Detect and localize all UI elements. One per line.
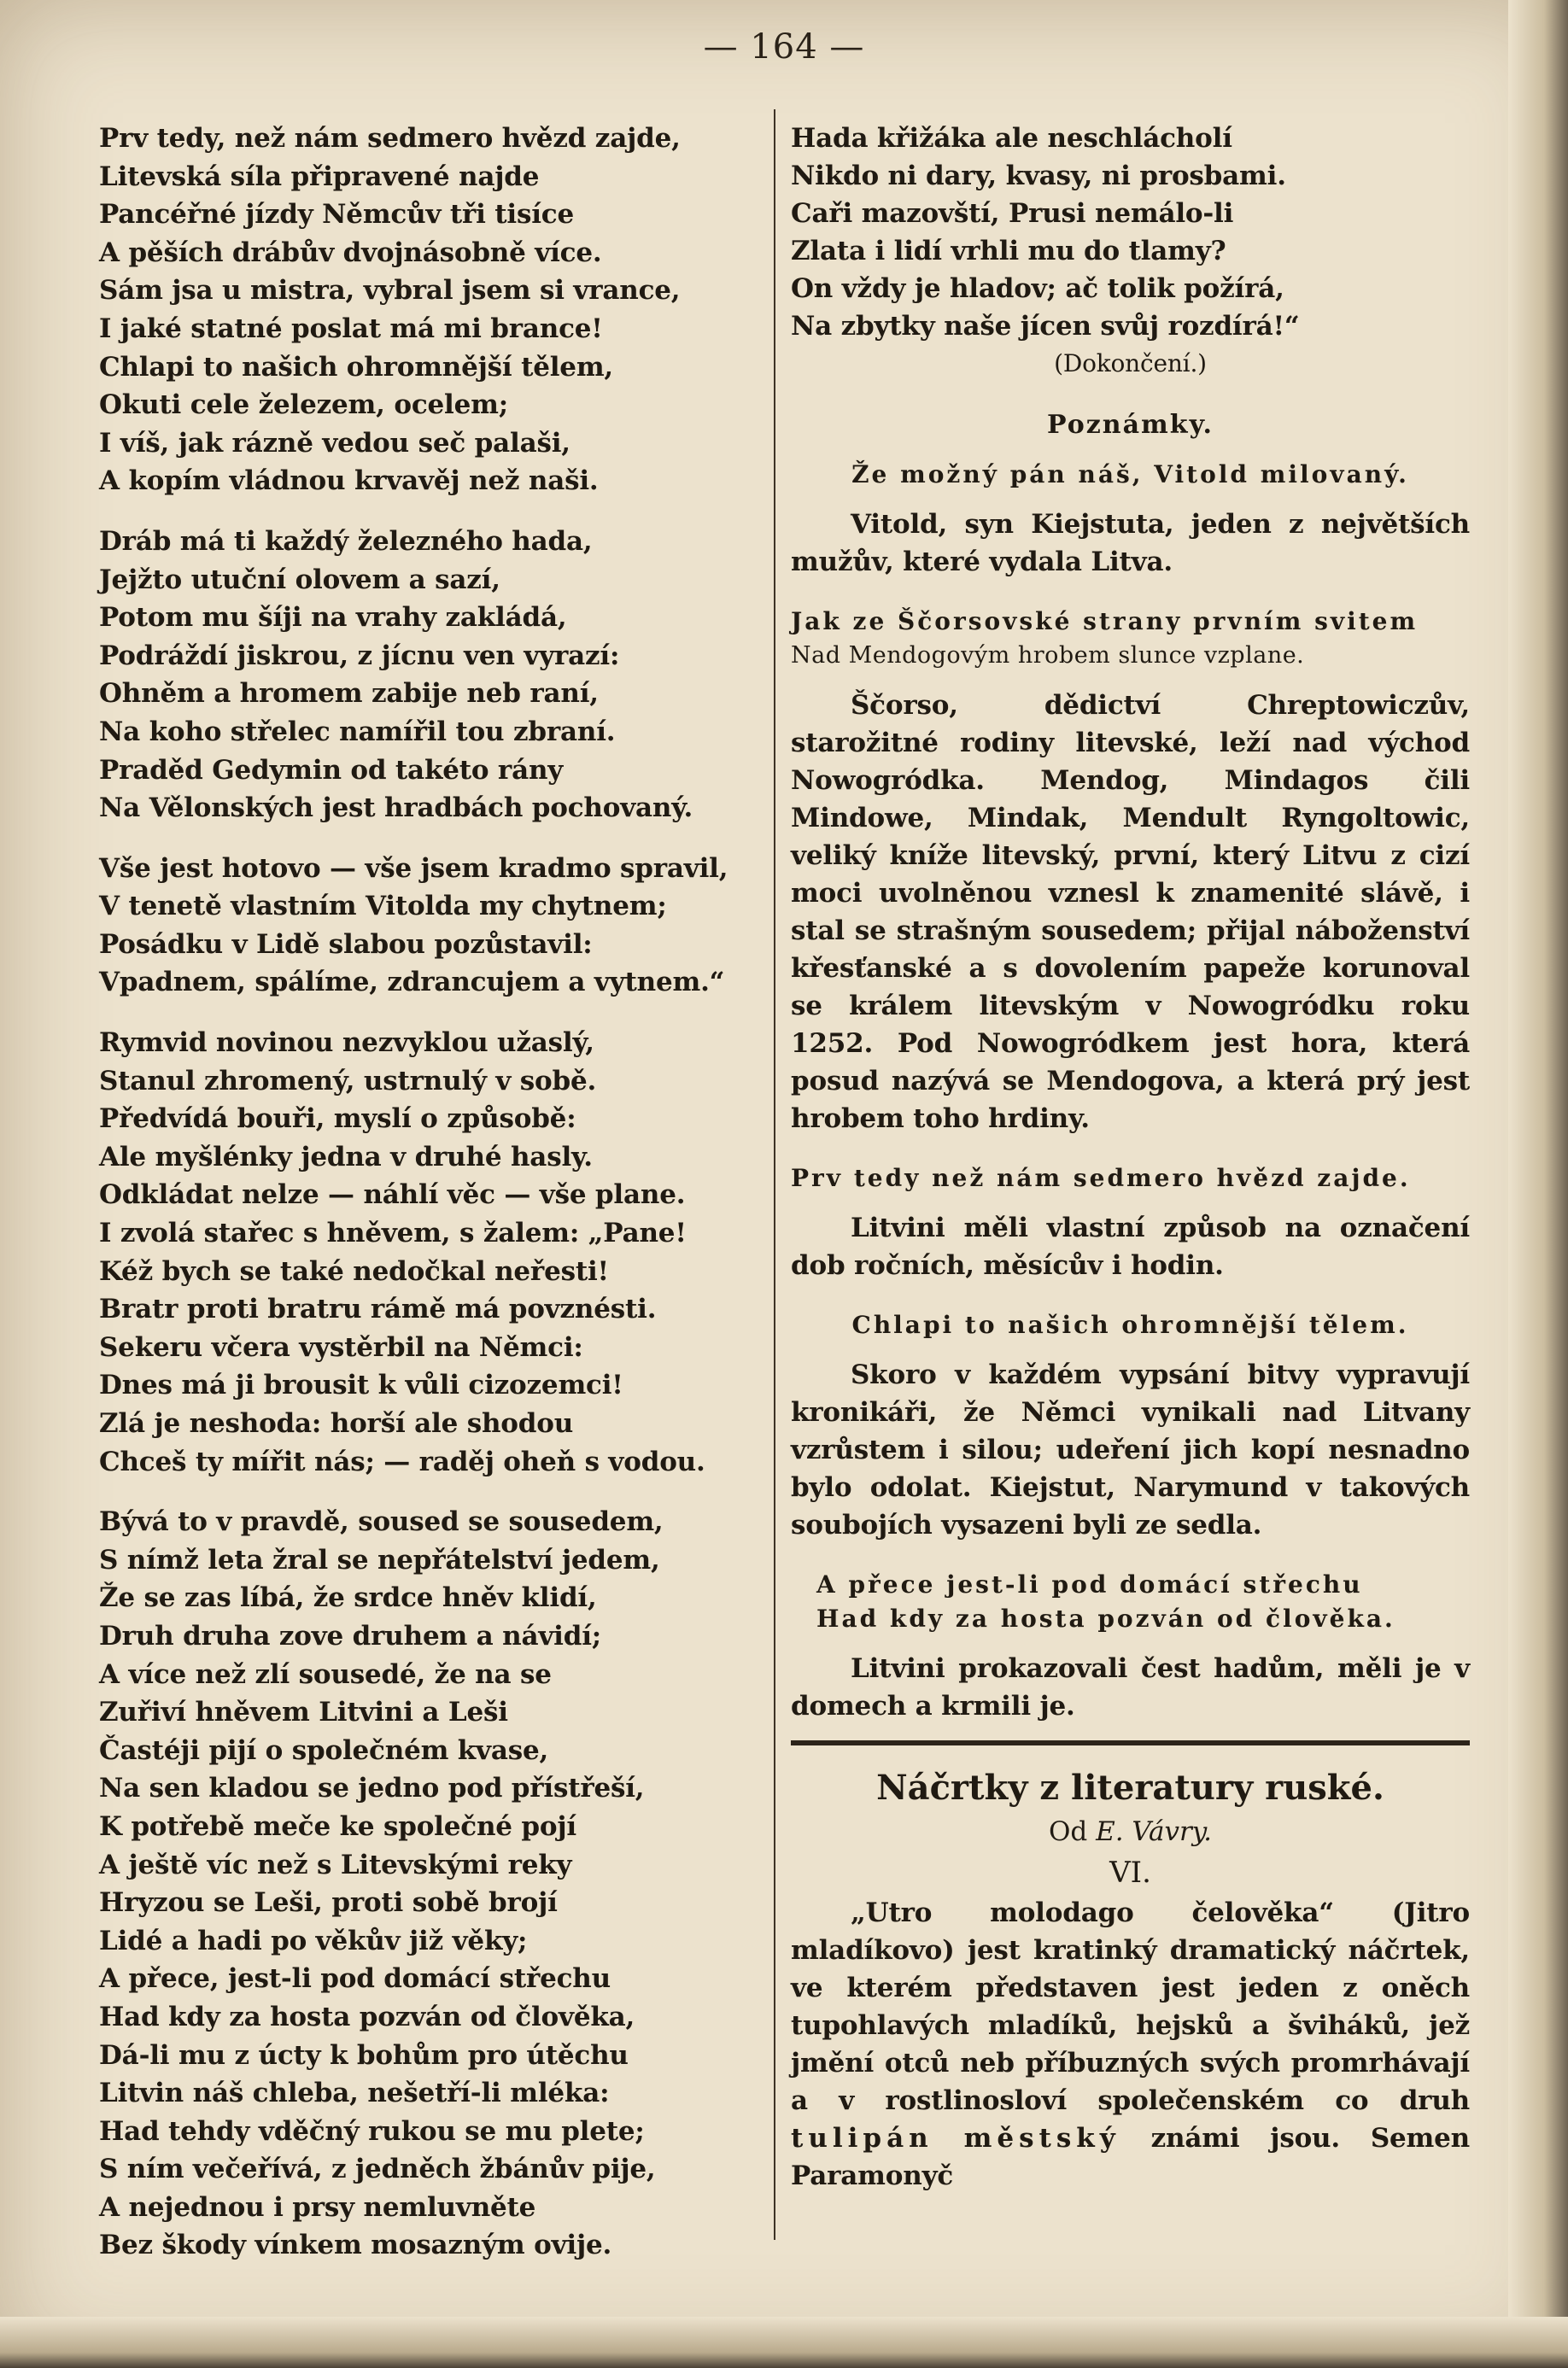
verse-line: A pěších drábův dvojnásobně více.	[99, 237, 602, 268]
verse-line: Vpadnem, spálíme, zdrancujem a vytnem.“	[99, 967, 725, 998]
verse-line: A přece, jest-li pod domácí střechu	[99, 1963, 611, 1995]
page-number: — 164 —	[703, 27, 865, 67]
verse-line: A ještě víc než s Litevskými reky	[99, 1849, 572, 1880]
byline-author: E. Vávry.	[1096, 1816, 1213, 1847]
verse-line: Ohněm a hromem zabije neb raní,	[99, 678, 599, 710]
left-column	[99, 120, 765, 2265]
verse-line: Okuti cele železem, ocelem;	[99, 389, 508, 421]
verse-line: Odkládat nelze — náhlí věc — vše plane.	[99, 1179, 686, 1211]
verse-line: Podráždí jiskrou, z jícnu ven vyrazí:	[99, 640, 620, 671]
verse-line: Sám jsa u mistra, vybral jsem si vrance,	[99, 275, 681, 307]
verse-line: Litevská síla připravené najde	[99, 161, 540, 192]
section-paragraph	[791, 1894, 1470, 2195]
verse-line: A více než zlí sousedé, že na se	[99, 1658, 552, 1690]
verse-line: Rymvid novinou nezvyklou užaslý,	[99, 1027, 594, 1059]
verse-line: Častéji pijí o společném kvase,	[99, 1734, 549, 1766]
verse-line: I jaké statné poslat má mi brance!	[99, 313, 603, 344]
note-text: Skoro v každém vypsání bitvy vypravují kronikáři, že Němci vynikali nad Litvany vzrůstem i silou; udeření jich kopí nesnadno bylo odolat. Kiejstut, Narymund v takových soubojích vysazeni byli ze sedla.	[791, 1359, 1470, 1541]
verse-line: Zlata i lidí vrhli mu do tlamy?	[791, 236, 1226, 266]
verse-line: Jejžto utuční olovem a sazí,	[99, 564, 500, 595]
right-column	[791, 120, 1470, 2195]
byline-prefix: Od	[1048, 1816, 1088, 1847]
verse-line: Chlapi to našich ohromnější tělem,	[99, 351, 614, 383]
verse-line: Prv tedy, než nám sedmero hvězd zajde,	[99, 123, 681, 154]
verse-line: I víš, jak rázně vedou seč palaši,	[99, 427, 570, 459]
verse-line: Caři mazovští, Prusi nemálo-li	[791, 198, 1234, 229]
verse-line: Stanul zhromený, ustrnulý v sobě.	[99, 1065, 597, 1096]
note-quote: Prv tedy než nám sedmero hvězd zajde.	[791, 1164, 1411, 1192]
verse-line: Na Vělonských jest hradbách pochovaný.	[99, 792, 693, 824]
note-quote: Nad Mendogovým hrobem slunce vzplane.	[791, 642, 1305, 669]
note-quote: Chlapi to našich ohromnější tělem.	[851, 1311, 1409, 1339]
verse-line: Potom mu šíji na vrahy zakládá,	[99, 602, 567, 634]
page-edge-shadow	[1508, 0, 1568, 2368]
verse-line: Hryzou se Leši, proti sobě brojí	[99, 1887, 558, 1919]
verse-line: Hada křižáka ale neschlácholí	[791, 123, 1232, 154]
verse-line: Pancéřné jízdy Němcův tři tisíce	[99, 199, 574, 231]
paragraph-spaced-word: tulipán	[791, 2123, 933, 2154]
stanza-4	[99, 1024, 765, 1481]
verse-line: Na sen kladou se jedno pod přístřeší,	[99, 1773, 645, 1804]
verse-line: A nejednou i prsy nemluvněte	[99, 2191, 536, 2223]
verse-line: Zuřiví hněvem Litvini a Leši	[99, 1697, 508, 1728]
verse-line: Ale myšlénky jedna v druhé hasly.	[99, 1141, 593, 1172]
continuation-note: (Dokončení.)	[1054, 349, 1207, 377]
verse-line: Had tehdy vděčný rukou se mu plete;	[99, 2115, 645, 2147]
verse-line: Litvin náš chleba, nešetří-li mléka:	[99, 2078, 610, 2109]
verse-line: Dá-li mu z úcty k bohům pro útěchu	[99, 2039, 629, 2071]
verse-line: Předvídá bouři, myslí o způsobě:	[99, 1103, 576, 1135]
section-numeral: VI.	[1109, 1856, 1151, 1890]
verse-line: Chceš ty mířit nás; — raděj oheň s vodou.	[99, 1446, 705, 1477]
verse-line: Bez škody vínkem mosazným ovije.	[99, 2230, 612, 2261]
verse-line: Že se zas líbá, že srdce hněv klidí,	[99, 1582, 597, 1614]
column-divider	[774, 109, 775, 2240]
verse-line: Nikdo ni dary, kvasy, ni prosbami.	[791, 161, 1286, 191]
verse-line: V tenetě vlastním Vitolda my chytnem;	[99, 891, 667, 922]
verse-line: Na koho střelec namířil tou zbraní.	[99, 716, 616, 747]
stanza-3	[99, 850, 765, 1002]
paragraph-text: „Utro molodago čelověka“ (Jitro mladíkovo) jest kratinký dramatický náčrtek, ve kterém představen jest jeden z oněch tupohlavých mladíků, hejsků a šviháků, jež jmění otců neb příbuzných svých promrhávají a v rostlinosloví společenském co druh	[791, 1897, 1470, 2116]
verse-line: Posádku v Lidě slabou pozůstavil:	[99, 928, 593, 960]
verse-line: A kopím vládnou krvavěj než naši.	[99, 465, 599, 497]
note-text: Vitold, syn Kiejstuta, jeden z největších mužův, které vydala Litva.	[791, 509, 1470, 577]
verse-line: S ním večeřívá, z jedněch žbánův pije,	[99, 2154, 656, 2185]
verse-end	[791, 120, 1470, 345]
note-text: Litvini prokazovali čest hadům, měli je v domech a krmili je.	[791, 1653, 1470, 1722]
stanza-2	[99, 523, 765, 827]
paragraph-text: známi jsou. Semen Paramonyč	[791, 2123, 1470, 2191]
stanza-5	[99, 1503, 765, 2265]
verse-line: Sekeru včera vystěrbil na Němci:	[99, 1331, 583, 1363]
note-text: Ščorso, dědictví Chreptowiczův, starožitné rodiny litevské, leží nad východ Nowogródka. Mendog, Mindagos čili Mindowe, Mindak, Mendult Ryngoltowic, veliký kníže litevský, první, který Litvu z cizí moci uvolněnou vznesl k znamenité slávě, i stal se strašným sousedem; přijal náboženství křesťanské a s dovolením papeže korunoval se králem litevským v Nowogródku roku 1252. Pod Nowogródkem jest hora, která posud nazývá se Mendogova, a která prý jest hrobem toho hrdiny.	[791, 690, 1470, 1134]
note-quote: Had kdy za hosta pozván od člověka.	[816, 1605, 1395, 1633]
verse-line: Bratr proti bratru rámě má povznésti.	[99, 1294, 657, 1325]
paragraph-spaced-word: městský	[963, 2123, 1120, 2154]
verse-line: Dráb má ti každý železného hada,	[99, 525, 593, 557]
verse-line: Praděd Gedymin od takéto rány	[99, 754, 564, 786]
verse-line: On vždy je hladov; ač tolik požírá,	[791, 273, 1284, 304]
verse-line: I zvolá stařec s hněvem, s žalem: „Pane!	[99, 1218, 687, 1249]
verse-line: Druh druha zove druhem a návidí;	[99, 1620, 602, 1652]
section-title: Náčrtky z literatury ruské.	[876, 1768, 1384, 1808]
verse-line: Kéž bych se také nedočkal neřesti!	[99, 1255, 609, 1287]
verse-line: S nímž leta žral se nepřátelství jedem,	[99, 1544, 660, 1576]
note-quote: A přece jest-li pod domácí střechu	[816, 1570, 1363, 1599]
note-quote: Že možný pán náš, Vitold milovaný.	[851, 460, 1409, 488]
verse-line: K potřebě meče ke společné pojí	[99, 1810, 576, 1842]
section-rule	[791, 1740, 1470, 1745]
page-bottom-shadow	[0, 2317, 1568, 2368]
verse-line: Vše jest hotovo — vše jsem kradmo spravil,	[99, 852, 728, 884]
verse-line: Had kdy za hosta pozván od člověka,	[99, 2001, 635, 2032]
verse-line: Lidé a hadi po věkův již věky;	[99, 1925, 528, 1956]
verse-line: Dnes má ji brousit k vůli cizozemci!	[99, 1370, 623, 1401]
note-text: Litvini měli vlastní způsob na označení dob ročních, měsícův i hodin.	[791, 1213, 1470, 1281]
notes-heading: Poznámky.	[1046, 410, 1214, 440]
verse-line: Na zbytky naše jícen svůj rozdírá!“	[791, 311, 1300, 342]
verse-line: Zlá je neshoda: horší ale shodou	[99, 1408, 574, 1439]
stanza-1	[99, 120, 765, 500]
byline	[791, 1812, 1470, 1851]
note-quote: Jak ze Ščorsovské strany prvním svitem	[791, 607, 1419, 635]
verse-line: Bývá to v pravdě, soused se sousedem,	[99, 1506, 664, 1538]
